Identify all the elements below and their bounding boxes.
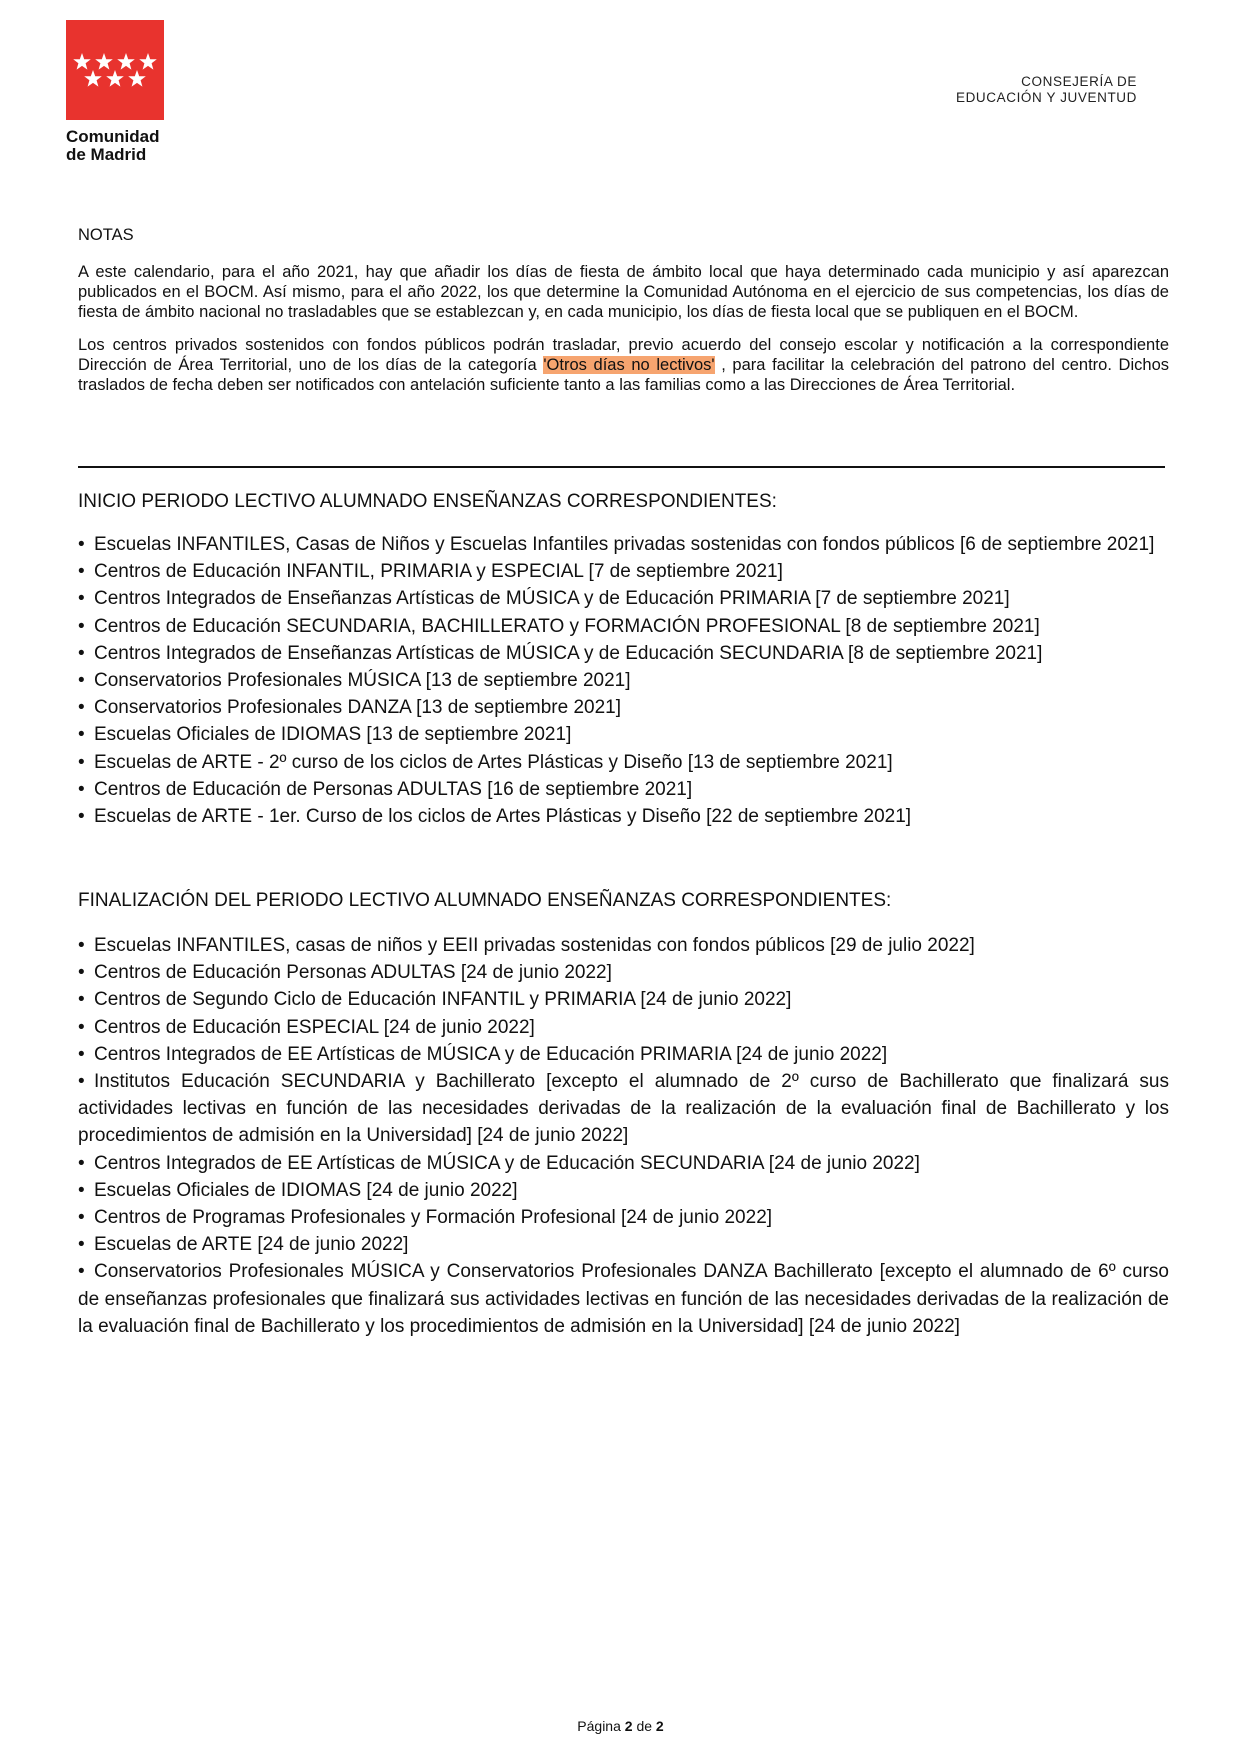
bullet-icon: • [78, 1234, 85, 1256]
bullet-icon: • [78, 1152, 85, 1174]
list-item [78, 531, 1169, 558]
bullet-icon: • [78, 1016, 85, 1038]
para2-text-before: Los centros privados sostenidos con fondos públicos podrán trasladar, previo acuerdo del consejo escolar y notificación a la correspondiente Dirección de Área Territorial, uno de los días de la categoría [78, 336, 1169, 374]
page-word: Página [577, 1718, 621, 1734]
inicio-title: INICIO PERIODO LECTIVO ALUMNADO ENSEÑANZAS CORRESPONDIENTES: [78, 491, 777, 512]
list-item-text: Centros de Segundo Ciclo de Educación INFANTIL y PRIMARIA [24 de junio 2022] [94, 989, 792, 1011]
bullet-icon: • [78, 588, 85, 610]
bullet-icon: • [78, 751, 85, 773]
logo-flag [66, 20, 164, 120]
bullet-icon: • [78, 724, 85, 746]
bullet-icon: • [78, 615, 85, 637]
page-current: 2 [624, 1718, 633, 1734]
bullet-icon: • [78, 642, 85, 664]
list-item-text: Escuelas Oficiales de IDIOMAS [24 de junio 2022] [94, 1179, 518, 1201]
notes-section [78, 226, 1169, 408]
bullet-icon: • [78, 697, 85, 719]
bullet-icon: • [78, 1207, 85, 1229]
list-item-text: Conservatorios Profesionales MÚSICA [13 de septiembre 2021] [94, 670, 631, 692]
list-item-text: Escuelas de ARTE - 2º curso de los ciclos de Artes Plásticas y Diseño [13 de septiembre 2021] [94, 751, 893, 773]
list-item [78, 1014, 1169, 1041]
list-item-text: Escuelas INFANTILES, casas de niños y EEII privadas sostenidas con fondos públicos [29 de julio 2022] [94, 935, 975, 956]
list-item [78, 558, 1169, 585]
list-item-text: Centros de Educación INFANTIL, PRIMARIA y ESPECIAL [7 de septiembre 2021] [94, 561, 783, 583]
list-item [78, 613, 1169, 640]
list-item-text: Escuelas INFANTILES, Casas de Niños y Escuelas Infantiles privadas sostenidas con fondos públicos [6 de septiembre 2021] [94, 534, 1155, 555]
list-item-text: Centros de Programas Profesionales y Formación Profesional [24 de junio 2022] [94, 1207, 773, 1229]
bullet-icon: • [78, 1179, 85, 1201]
final-list [78, 932, 1169, 1340]
bullet-icon: • [78, 1043, 85, 1065]
bullet-icon: • [78, 670, 85, 692]
bullet-icon: • [78, 778, 85, 800]
divider-line [78, 466, 1165, 468]
page-footer [0, 1718, 1241, 1734]
para2-text-after: , para facilitar la celebración del patrono del centro. Dichos traslados de fecha deben ser notificados con antelación suficiente tanto a las familias como a las Direcciones de Área Territorial. [78, 356, 1169, 394]
inicio-list [78, 531, 1169, 830]
list-item-text: Centros Integrados de EE Artísticas de MÚSICA y de Educación PRIMARIA [24 de junio 2022] [94, 1043, 888, 1065]
list-item-text: Centros Integrados de Enseñanzas Artísticas de MÚSICA y de Educación SECUNDARIA [8 de septiembre 2021] [94, 642, 1043, 664]
list-item-text: Centros de Educación Personas ADULTAS [24 de junio 2022] [94, 962, 612, 984]
bullet-icon: • [78, 534, 85, 555]
list-item [78, 585, 1169, 612]
department-name [956, 74, 1137, 106]
list-item-text: Centros Integrados de Enseñanzas Artísticas de MÚSICA y de Educación PRIMARIA [7 de septiembre 2021] [94, 588, 1010, 610]
list-item-text: Escuelas de ARTE [24 de junio 2022] [94, 1234, 409, 1256]
dept-line-2: EDUCACIÓN Y JUVENTUD [955, 90, 1137, 105]
list-item [78, 721, 1169, 748]
notes-paragraph-2 [78, 335, 1169, 395]
bullet-icon: • [78, 561, 85, 583]
page-of: de [636, 1718, 653, 1734]
list-item [78, 1204, 1169, 1231]
logo-line-1: Comunidad [66, 127, 160, 146]
list-item-text: Conservatorios Profesionales DANZA [13 de septiembre 2021] [94, 697, 621, 719]
list-item [78, 959, 1169, 986]
bullet-icon: • [78, 1071, 85, 1093]
list-item-text: Centros de Educación de Personas ADULTAS [16 de septiembre 2021] [94, 778, 693, 800]
list-item-text: Escuelas de ARTE - 1er. Curso de los ciclos de Artes Plásticas y Diseño [22 de septiembre 2021] [94, 806, 912, 828]
bullet-icon: • [78, 989, 85, 1011]
inicio-section [78, 490, 1169, 830]
logo-line-2: de Madrid [66, 145, 147, 164]
dept-line-1: CONSEJERÍA DE [1021, 74, 1137, 89]
list-item [78, 694, 1169, 721]
bullet-icon: • [78, 1261, 85, 1283]
list-item-text: Escuelas Oficiales de IDIOMAS [13 de septiembre 2021] [94, 724, 572, 746]
list-item-text: Centros de Educación SECUNDARIA, BACHILLERATO y FORMACIÓN PROFESIONAL [8 de septiembre 2021] [94, 615, 1040, 637]
bullet-icon: • [78, 935, 85, 956]
final-section [78, 889, 1169, 1340]
notes-paragraph-1: A este calendario, para el año 2021, hay que añadir los días de fiesta de ámbito local que haya determinado cada municipio y así aparezcan publicados en el BOCM. Así mismo, para el año 2022, los que determine la Comunidad Autónoma en el ejercicio de sus competencias, los días de fiesta de ámbito nacional no trasladables que se establezcan y, en cada municipio, los días de fiesta local que se publiquen en el BOCM. [78, 263, 1169, 321]
list-item [78, 803, 1169, 830]
list-item [78, 667, 1169, 694]
list-item [78, 1068, 1169, 1150]
final-title: FINALIZACIÓN DEL PERIODO LECTIVO ALUMNADO ENSEÑANZAS CORRESPONDIENTES: [78, 890, 892, 911]
highlighted-category: 'Otros días no lectivos' [543, 356, 715, 374]
bullet-icon: • [78, 962, 85, 984]
list-item-text: Centros de Educación ESPECIAL [24 de junio 2022] [94, 1016, 535, 1038]
comunidad-madrid-logo [66, 20, 166, 164]
list-item [78, 1177, 1169, 1204]
list-item [78, 1150, 1169, 1177]
stars-icon [66, 20, 164, 120]
list-item [78, 932, 1169, 959]
list-item [78, 776, 1169, 803]
page-total: 2 [655, 1718, 664, 1734]
bullet-icon: • [78, 806, 85, 828]
list-item [78, 640, 1169, 667]
list-item-text: Institutos Educación SECUNDARIA y Bachillerato [excepto el alumnado de 2º curso de Bachillerato que finalizará sus actividades lectivas en función de las necesidades derivadas de la realización de la evaluación final de Bachillerato y los procedimientos de admisión en la Universidad] [24 de junio 2022] [78, 1071, 1169, 1147]
list-item-text: Centros Integrados de EE Artísticas de MÚSICA y de Educación SECUNDARIA [24 de junio 2022] [94, 1152, 920, 1174]
list-item [78, 1231, 1169, 1258]
notes-title: NOTAS [78, 226, 134, 244]
list-item [78, 1041, 1169, 1068]
list-item [78, 1258, 1169, 1340]
list-item [78, 986, 1169, 1013]
list-item [78, 749, 1169, 776]
list-item-text: Conservatorios Profesionales MÚSICA y Conservatorios Profesionales DANZA Bachillerato [excepto el alumnado de 6º curso de enseñanzas profesionales que finalizará sus actividades lectivas en función de las necesidades derivadas de la realización de la evaluación final de Bachillerato y los procedimientos de admisión en la Universidad] [24 de junio 2022] [78, 1261, 1169, 1337]
logo-text [66, 128, 166, 164]
